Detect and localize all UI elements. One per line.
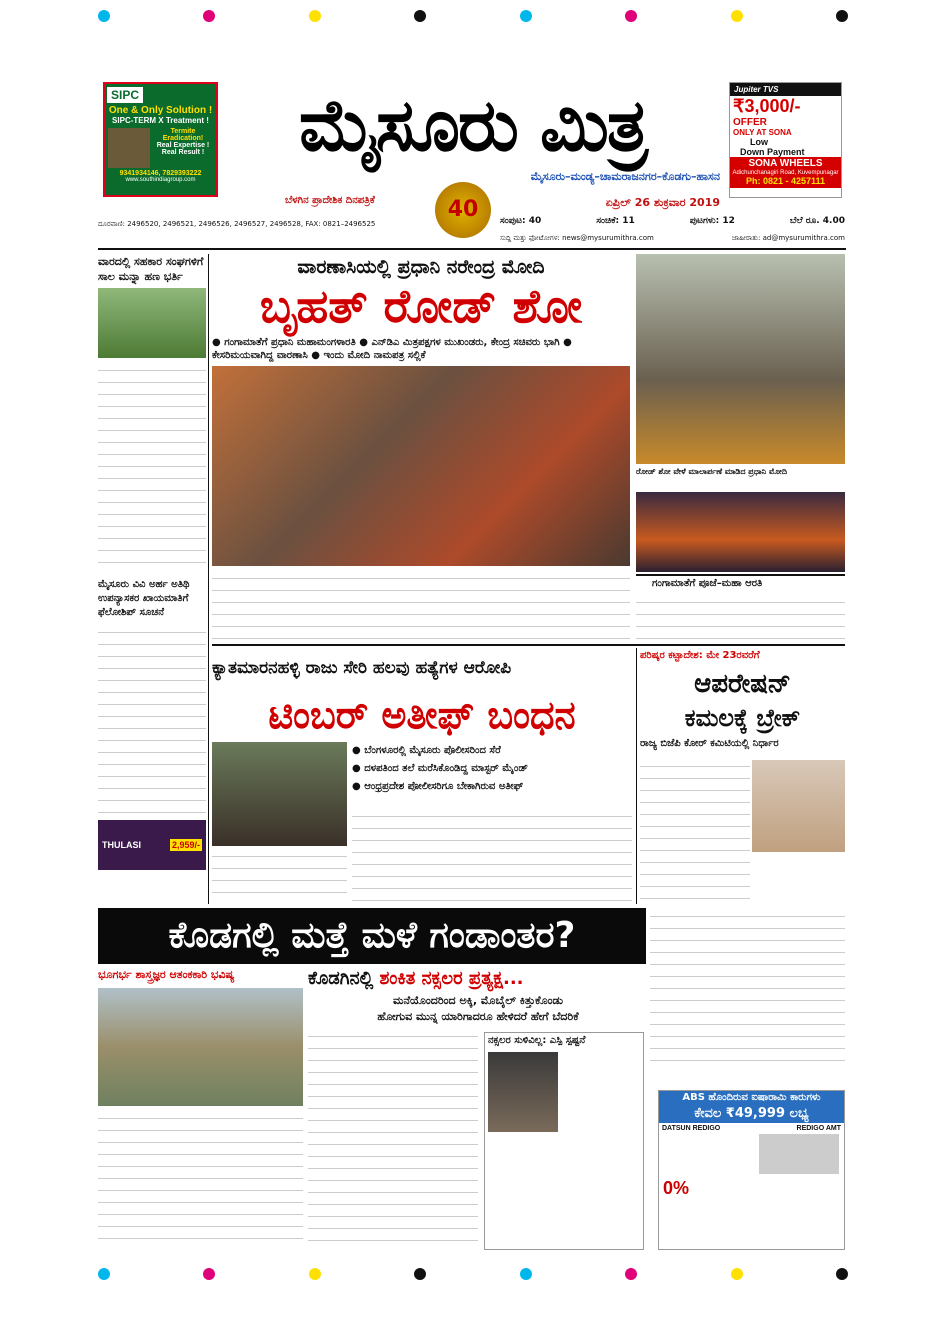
reg-mark <box>203 10 215 22</box>
datsun-rate: 0% <box>663 1178 690 1198</box>
sipc-line2: SIPC-TERM X Treatment ! <box>112 116 209 125</box>
sipc-brand: SIPC <box>107 87 143 103</box>
reg-mark <box>625 10 637 22</box>
story5-headline <box>308 966 648 992</box>
reg-mark <box>98 10 110 22</box>
volume: ಸಂಪುಟ: 40 <box>500 216 542 226</box>
issue: ಸಂಚಿಕೆ: 11 <box>596 216 635 226</box>
sipc-line1: One & Only Solution ! <box>108 105 213 116</box>
sipc-web: www.southindiagroup.com <box>125 177 196 183</box>
reg-mark <box>836 10 848 22</box>
reg-mark <box>414 10 426 22</box>
sipc-phone: 9341934146, 7829393222 <box>119 170 202 177</box>
sipc-product-image <box>108 128 150 168</box>
story2-bullet-2: ● ದಳಪತಿಂದ ತಲೆ ಮರೆಸಿಕೊಂಡಿದ್ದ ಮಾಸ್ಟರ್ ಮೈಂಡ್ <box>352 763 528 774</box>
story2-headline: ಟಿಂಬರ್ ಅತೀಫ್ ಬಂಧನ <box>268 693 576 737</box>
flood-photo <box>98 988 303 1106</box>
thulasi-ad[interactable] <box>98 820 206 870</box>
reg-mark <box>731 1268 743 1280</box>
reg-mark <box>520 10 532 22</box>
reg-mark <box>520 1268 532 1280</box>
lead-bullets: ● ಗಂಗಾಮಾತೆಗೆ ಪ್ರಧಾನಿ ಮಹಾಮಂಗಳಾರತಿ ● ಎನ್‌ಡಿಎ ಮಿತ್ರಪಕ್ಷಗಳ ಮುಖಂಡರು, ಕೇಂದ್ರ ಸಚಿವರು ಭಾಗಿ ● ಕೇಸರಿಮಯವಾಗಿದ್ದ ವಾರಣಾಸಿ ● ಇಂದು ಮೋದಿ ನಾಮಪತ್ರ ಸಲ್ಲಿಕೆ <box>212 337 572 361</box>
thulasi-price: 2,959/- <box>171 840 200 850</box>
story2-bullets <box>352 742 632 802</box>
reg-mark <box>203 1268 215 1280</box>
masthead-subtitle: ಮೈಸೂರು–ಮಂಡ್ಯ–ಚಾಮರಾಜನಗರ–ಕೊಡಗು–ಹಾಸನ <box>530 170 720 183</box>
emails <box>500 234 845 246</box>
farm-photo <box>98 288 206 358</box>
datsun-model-1: DATSUN REDIGO <box>662 1125 721 1132</box>
reg-mark <box>309 10 321 22</box>
story5-sub-2: ಹೋಗುವ ಮುನ್ನ ಯಾರಿಗಾದರೂ ಹೇಳಿದರೆ ಹೇಗೆ ಬೆದರಿಕೆ <box>377 1010 579 1023</box>
tvs-brand: Jupiter TVS <box>730 83 841 96</box>
section-divider <box>212 644 845 646</box>
pages: ಪುಟಗಳು: 12 <box>689 216 735 226</box>
phones-line: ದೂರವಾಣಿ: 2496520, 2496521, 2496526, 2496527, 2496528, FAX: 0821–2496525 <box>98 220 376 228</box>
story5-sub-1: ಮನೆಯೊಂದರಿಂದ ಅಕ್ಕಿ, ಮೊಬೈಲ್ ಕಿತ್ತುಕೊಂಡು <box>393 994 563 1007</box>
sona-wheels-ad[interactable] <box>729 82 842 198</box>
story5-head-b: ಶಂಕಿತ ನಕ್ಸಲರ ಪ್ರತ್ಯಕ್ಷ... <box>379 968 524 989</box>
reg-mark <box>836 1268 848 1280</box>
datsun-head: ABS ಹೊಂದಿರುವ ಐಷಾರಾಮಿ ಕಾರುಗಳು <box>659 1091 844 1105</box>
registration-marks-bottom <box>98 1268 848 1282</box>
roadshow-photo <box>212 366 630 566</box>
story3-kicker: ಪರಿಷ್ಕರ ಕಟ್ಟಾದೇಶ: ಮೇ 23ರವರೆಗೆ <box>640 650 760 661</box>
datsun-ad[interactable] <box>658 1090 845 1250</box>
aarti-quote: ಗಂಗಾಮಾತೆಗೆ ಪೂಜೆ–ಮಹಾ ಆರತಿ <box>636 574 845 592</box>
masthead <box>225 80 720 180</box>
lead-kicker: ವಾರಣಾಸಿಯಲ್ಲಿ ಪ್ರಧಾನಿ ನರೇಂದ್ರ ಮೋದಿ <box>297 256 545 278</box>
col-divider <box>636 648 637 904</box>
story2-text-left <box>212 848 347 904</box>
sipc-ad[interactable] <box>103 82 218 197</box>
anniversary-badge: 40 <box>435 182 491 238</box>
lead-story-text <box>212 570 630 640</box>
story5-head-a: ಕೊಡಗಿನಲ್ಲಿ <box>308 968 374 989</box>
reg-mark <box>625 1268 637 1280</box>
reg-mark <box>98 1268 110 1280</box>
datsun-price: ಕೇವಲ ₹49,999 ಲಭ್ಯ <box>659 1105 844 1123</box>
left-story-2-text <box>98 624 206 814</box>
reg-mark <box>414 1268 426 1280</box>
news-email[interactable]: ಸುದ್ದಿ ಮತ್ತು ಫೋಟೋಗಳ: news@mysurumithra.com <box>500 234 654 242</box>
left-head-1: ವಾರದಲ್ಲಿ ಸಹಕಾರ ಸಂಘಗಳಿಗೆ ಸಾಲ ಮನ್ನಾ ಹಣ ಭರ್ತಿ <box>98 255 204 283</box>
ad-offer-amount: ₹3,000/- <box>733 96 801 116</box>
statue-photo <box>636 254 845 464</box>
aarti-text <box>636 594 845 642</box>
story3-headline-2: ಕಮಲಕ್ಕೆ ಬ್ರೇಕ್ <box>684 704 801 732</box>
ad-low: Low <box>750 137 768 147</box>
atheef-photo <box>212 742 347 846</box>
statue-caption: ರೋಡ್ ಶೋ ವೇಳೆ ಮಾಲಾರ್ಪಣೆ ಮಾಡಿದ ಪ್ರಧಾನಿ ಮೋದಿ <box>636 467 788 476</box>
story2-bullet-1: ● ಬೆಂಗಳೂರಲ್ಲಿ ಮೈಸೂರು ಪೊಲೀಸರಿಂದ ಸೆರೆ <box>352 745 501 756</box>
registration-marks-top <box>98 10 848 24</box>
price: ಬೆಲೆ ರೂ. 4.00 <box>789 216 845 226</box>
sipc-tag3: Real Result ! <box>161 149 205 156</box>
story3-sub: ರಾಜ್ಯ ಬಿಜೆಪಿ ಕೋರ್ ಕಮಿಟಿಯಲ್ಲಿ ನಿರ್ಧಾರ <box>640 738 779 749</box>
aarti-photo <box>636 492 845 572</box>
story3-text <box>640 758 750 904</box>
datsun-model-2: REDIGO AMT <box>796 1125 841 1132</box>
story2-kicker: ಕ್ಯಾತಮಾರನಹಳ್ಳಿ ರಾಜು ಸೇರಿ ಹಲವು ಹತ್ಯೆಗಳ ಆರೋಪಿ <box>212 658 512 678</box>
story3-headline-1: ಆಪರೇಷನ್ <box>694 669 791 699</box>
story3-continued <box>650 908 845 1068</box>
ad-down-payment: Down Payment <box>740 147 805 157</box>
ad-email[interactable]: ಜಾಹೀರಾತು: ad@mysurumithra.com <box>731 234 845 242</box>
ad-offer-label: OFFER <box>733 117 767 128</box>
masthead-tagline: ಬೆಳಗಿನ ಪ್ರಾದೇಶಿಕ ದಿನಪತ್ರಿಕೆ <box>285 195 375 206</box>
naxal-box-head: ನಕ್ಸಲರ ಸುಳಿವಿಲ್ಲ: ಎಸ್ಪಿ ಸ್ಪಷ್ಟನೆ <box>488 1035 586 1046</box>
thulasi-brand: THULASI <box>102 840 141 850</box>
left-story-1-text <box>98 362 206 572</box>
banner-headline: ಕೊಡಗಲ್ಲಿ ಮತ್ತೆ ಮಳೆ ಗಂಡಾಂತರ? <box>98 908 646 964</box>
masthead-date: ಏಪ್ರಿಲ್ 26 ಶುಕ್ರವಾರ 2019 <box>605 196 720 209</box>
ad-dealer: SONA WHEELS <box>730 157 841 170</box>
issue-info <box>500 216 845 230</box>
masthead-divider <box>98 248 846 250</box>
lead-headline: ಬೃಹತ್ ರೋಡ್ ಶೋ <box>259 279 583 333</box>
ad-only-at: ONLY AT SONA <box>733 128 792 137</box>
yeddyurappa-photo <box>752 760 845 852</box>
reg-mark <box>731 10 743 22</box>
left-column <box>98 254 206 906</box>
naxal-box <box>484 1032 644 1250</box>
story4-kicker: ಭೂಗರ್ಭ ಶಾಸ್ತ್ರಜ್ಞರ ಆತಂಕಕಾರಿ ಭವಿಷ್ಯ <box>98 968 235 981</box>
story5-text <box>308 1028 478 1250</box>
sipc-tag1: Termite Eradication! <box>162 128 204 142</box>
ad-address: Adichunchanagiri Road, Kuvempunagar <box>730 170 841 176</box>
car-image <box>759 1134 839 1174</box>
masthead-title: ಮೈಸೂರು ಮಿತ್ರ <box>298 83 647 167</box>
story4-text <box>98 1110 303 1250</box>
story2-text <box>352 808 632 904</box>
ad-phone: Ph: 0821 - 4257111 <box>730 176 841 188</box>
left-head-2: ಮೈಸೂರು ವಿವಿ ಅರ್ಹ ಅತಿಥಿ ಉಪನ್ಯಾಸಕರ ಖಾಯಮಾತಿಗೆ ಫೆಲೋಶಿಪ್ ಸೂಚನೆ <box>98 579 190 618</box>
sp-photo <box>488 1052 558 1132</box>
sipc-tag2: Real Expertise ! <box>156 142 210 149</box>
col-divider <box>208 254 209 904</box>
reg-mark <box>309 1268 321 1280</box>
story2-bullet-3: ● ಆಂಧ್ರಪ್ರದೇಶ ಪೋಲೀಸರಿಗೂ ಬೇಕಾಗಿರುವ ಅತೀಫ್ <box>352 781 524 792</box>
